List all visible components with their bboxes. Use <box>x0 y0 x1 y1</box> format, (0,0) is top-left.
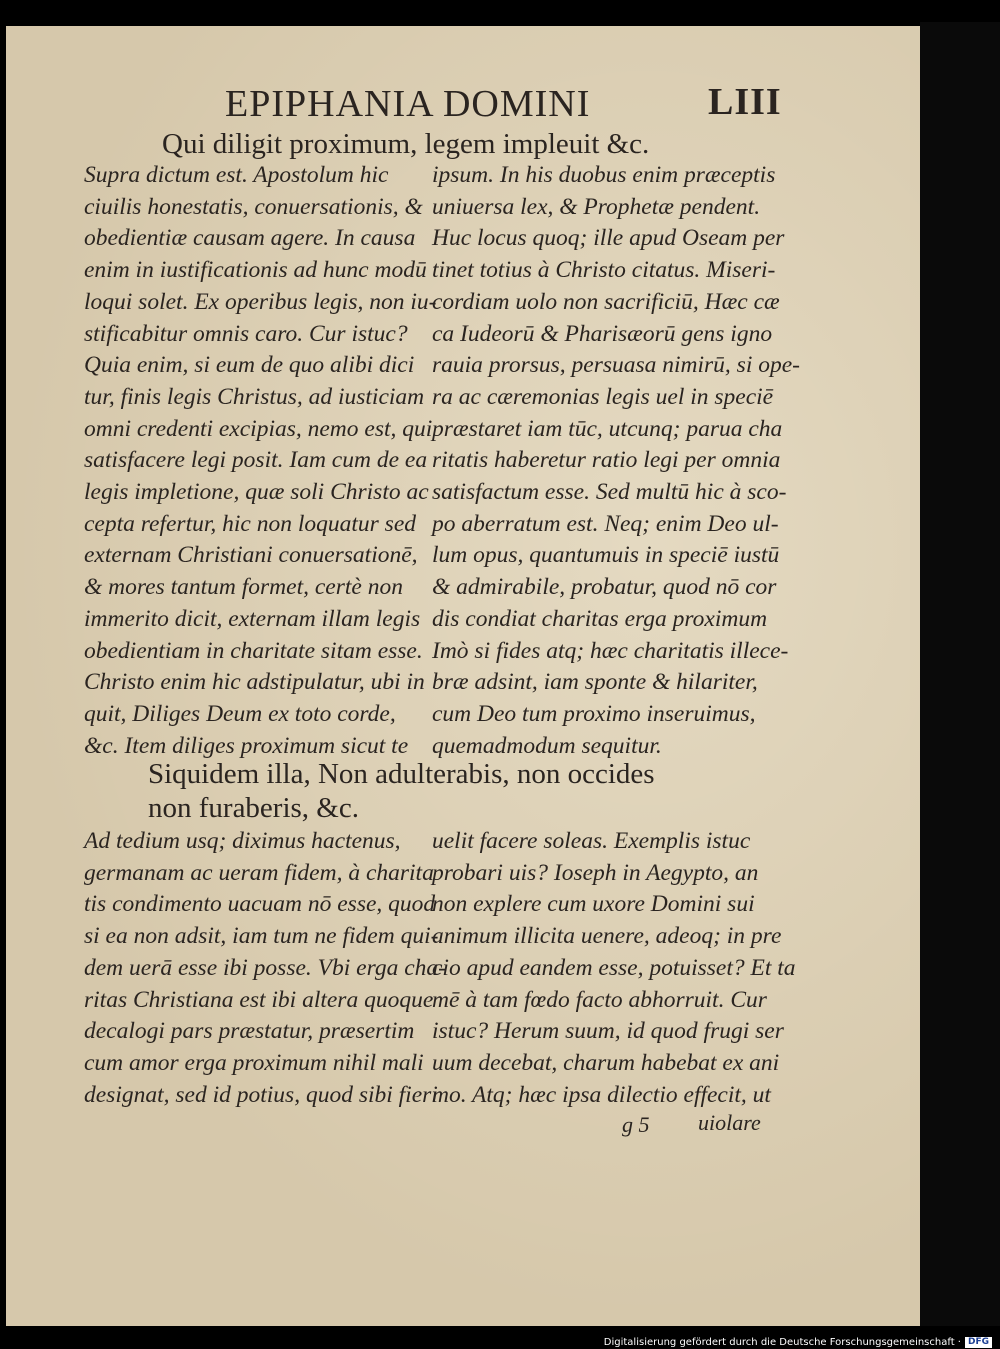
text-line: uelit facere soleas. Exemplis istuc <box>432 828 751 854</box>
text-line: designat, sed id potius, quod sibi fieri <box>84 1081 438 1108</box>
text-line: Supra dictum est. Apostolum hic <box>84 162 389 188</box>
text-line: &c. Item diliges proximum sicut te <box>84 732 409 759</box>
text-line: uum decebat, charum habebat ex ani <box>432 1049 780 1076</box>
text-line: mo. Atq; hæc ipsa dilectio effecit, ut <box>432 1081 771 1108</box>
text-line: tinet totius à Christo citatus. Miseri- <box>432 257 776 284</box>
text-line: non explere cum uxore Domini sui <box>432 891 755 918</box>
text-line: tur, finis legis Christus, ad iusticiam <box>84 383 425 410</box>
dfg-logo: DFG <box>965 1337 992 1348</box>
text-line: rauia prorsus, persuasa nimirū, si ope- <box>432 352 800 379</box>
text-line: ca Iudeorū & Pharisæorū gens igno <box>432 320 773 347</box>
text-line: immerito dicit, externam illam legis <box>84 605 421 632</box>
running-head: EPIPHANIA DOMINI <box>225 83 591 125</box>
text-line: quemadmodum sequitur. <box>432 732 662 759</box>
text-line: omni credenti excipias, nemo est, qui <box>84 415 433 442</box>
text-line: quit, Diliges Deum ex toto corde, <box>84 700 396 727</box>
folio-number: LIII <box>708 81 782 123</box>
text-line: germanam ac ueram fidem, à charita <box>84 859 434 886</box>
text-line: stificabitur omnis caro. Cur istuc? <box>84 320 408 347</box>
text-line: decalogi pars præstatur, præsertim <box>84 1018 415 1045</box>
text-line: cordiam uolo non sacrificiū, Hæc cæ <box>432 288 780 315</box>
section-heading-1: Qui diligit proximum, legem impleuit &c. <box>162 128 650 160</box>
text-line: cum amor erga proximum nihil mali <box>84 1049 424 1076</box>
text-line: ra ac cæremonias legis uel in speciē <box>432 383 774 410</box>
text-line: si ea non adsit, iam tum ne fidem qui- <box>84 923 439 950</box>
section-heading-2-line-1: Siquidem illa, Non adulterabis, non occides <box>148 758 655 790</box>
text-line: probari uis? Ioseph in Aegypto, an <box>432 859 759 886</box>
text-line: externam Christiani conuersationē, <box>84 542 418 569</box>
text-line: tis condimento uacuam nō esse, quod <box>84 891 436 918</box>
text-line: & admirabile, probatur, quod nō cor <box>432 574 777 601</box>
text-line: ritas Christiana est ibi altera quoque <box>84 986 434 1013</box>
text-line: cio apud eandem esse, potuisset? Et ta <box>432 954 796 981</box>
text-line: cum Deo tum proximo inseruimus, <box>432 700 756 727</box>
text-line: bræ adsint, iam sponte & hilariter, <box>432 669 758 696</box>
digitization-credit <box>604 1336 992 1349</box>
text-line: & mores tantum formet, certè non <box>84 574 403 601</box>
text-line: ipsum. In his duobus enim præceptis <box>432 162 776 188</box>
text-line: po aberratum est. Neq; enim Deo ul- <box>432 510 779 537</box>
text-line: dem uerā esse ibi posse. Vbi erga cha- <box>84 954 447 981</box>
text-line: istuc? Herum suum, id quod frugi ser <box>432 1018 784 1045</box>
text-line: animum illicita uenere, adeoq; in pre <box>432 923 782 950</box>
text-line: Christo enim hic adstipulatur, ubi in <box>84 669 425 696</box>
text-line: dis condiat charitas erga proximum <box>432 605 768 632</box>
text-line: lum opus, quantumuis in speciē iustū <box>432 542 780 569</box>
catchword: uiolare <box>698 1110 761 1135</box>
text-line: satisfactum esse. Sed multū hic à sco- <box>432 479 787 505</box>
text-line: Huc locus quoq; ille apud Oseam per <box>432 225 785 252</box>
text-line: satisfacere legi posit. Iam cum de ea <box>84 447 428 474</box>
page-edge-shadow <box>920 22 1000 1326</box>
signature-mark: g 5 <box>622 1112 650 1137</box>
text-line: obedientiam in charitate sitam esse. <box>84 637 423 664</box>
text-line: cepta refertur, hic non loquatur sed <box>84 510 417 537</box>
section-heading-2-line-2: non furaberis, &c. <box>148 792 359 824</box>
text-line: Ad tedium usq; diximus hactenus, <box>84 828 401 854</box>
text-line: enim in iustificationis ad hunc modū <box>84 257 427 284</box>
text-line: ritatis haberetur ratio legi per omnia <box>432 447 781 474</box>
footer-text: Digitalisierung gefördert durch die Deutsche Forschungsgemeinschaft · <box>603 1337 961 1348</box>
text-line: præstaret iam tūc, utcunq; parua cha <box>432 415 783 442</box>
text-line: loqui solet. Ex operibus legis, non iu- <box>84 288 437 315</box>
text-line: uniuersa lex, & Prophetæ pendent. <box>432 193 761 220</box>
text-line: ciuilis honestatis, conuersationis, & <box>84 193 423 220</box>
text-line: obedientiæ causam agere. In causa <box>84 225 416 252</box>
text-line: Quia enim, si eum de quo alibi dici <box>84 352 415 379</box>
text-line: legis impletione, quæ soli Christo ac <box>84 479 429 505</box>
text-line: mē à tam fœdo facto abhorruit. Cur <box>432 986 767 1013</box>
text-line: Imò si fides atq; hæc charitatis illece- <box>432 637 789 664</box>
